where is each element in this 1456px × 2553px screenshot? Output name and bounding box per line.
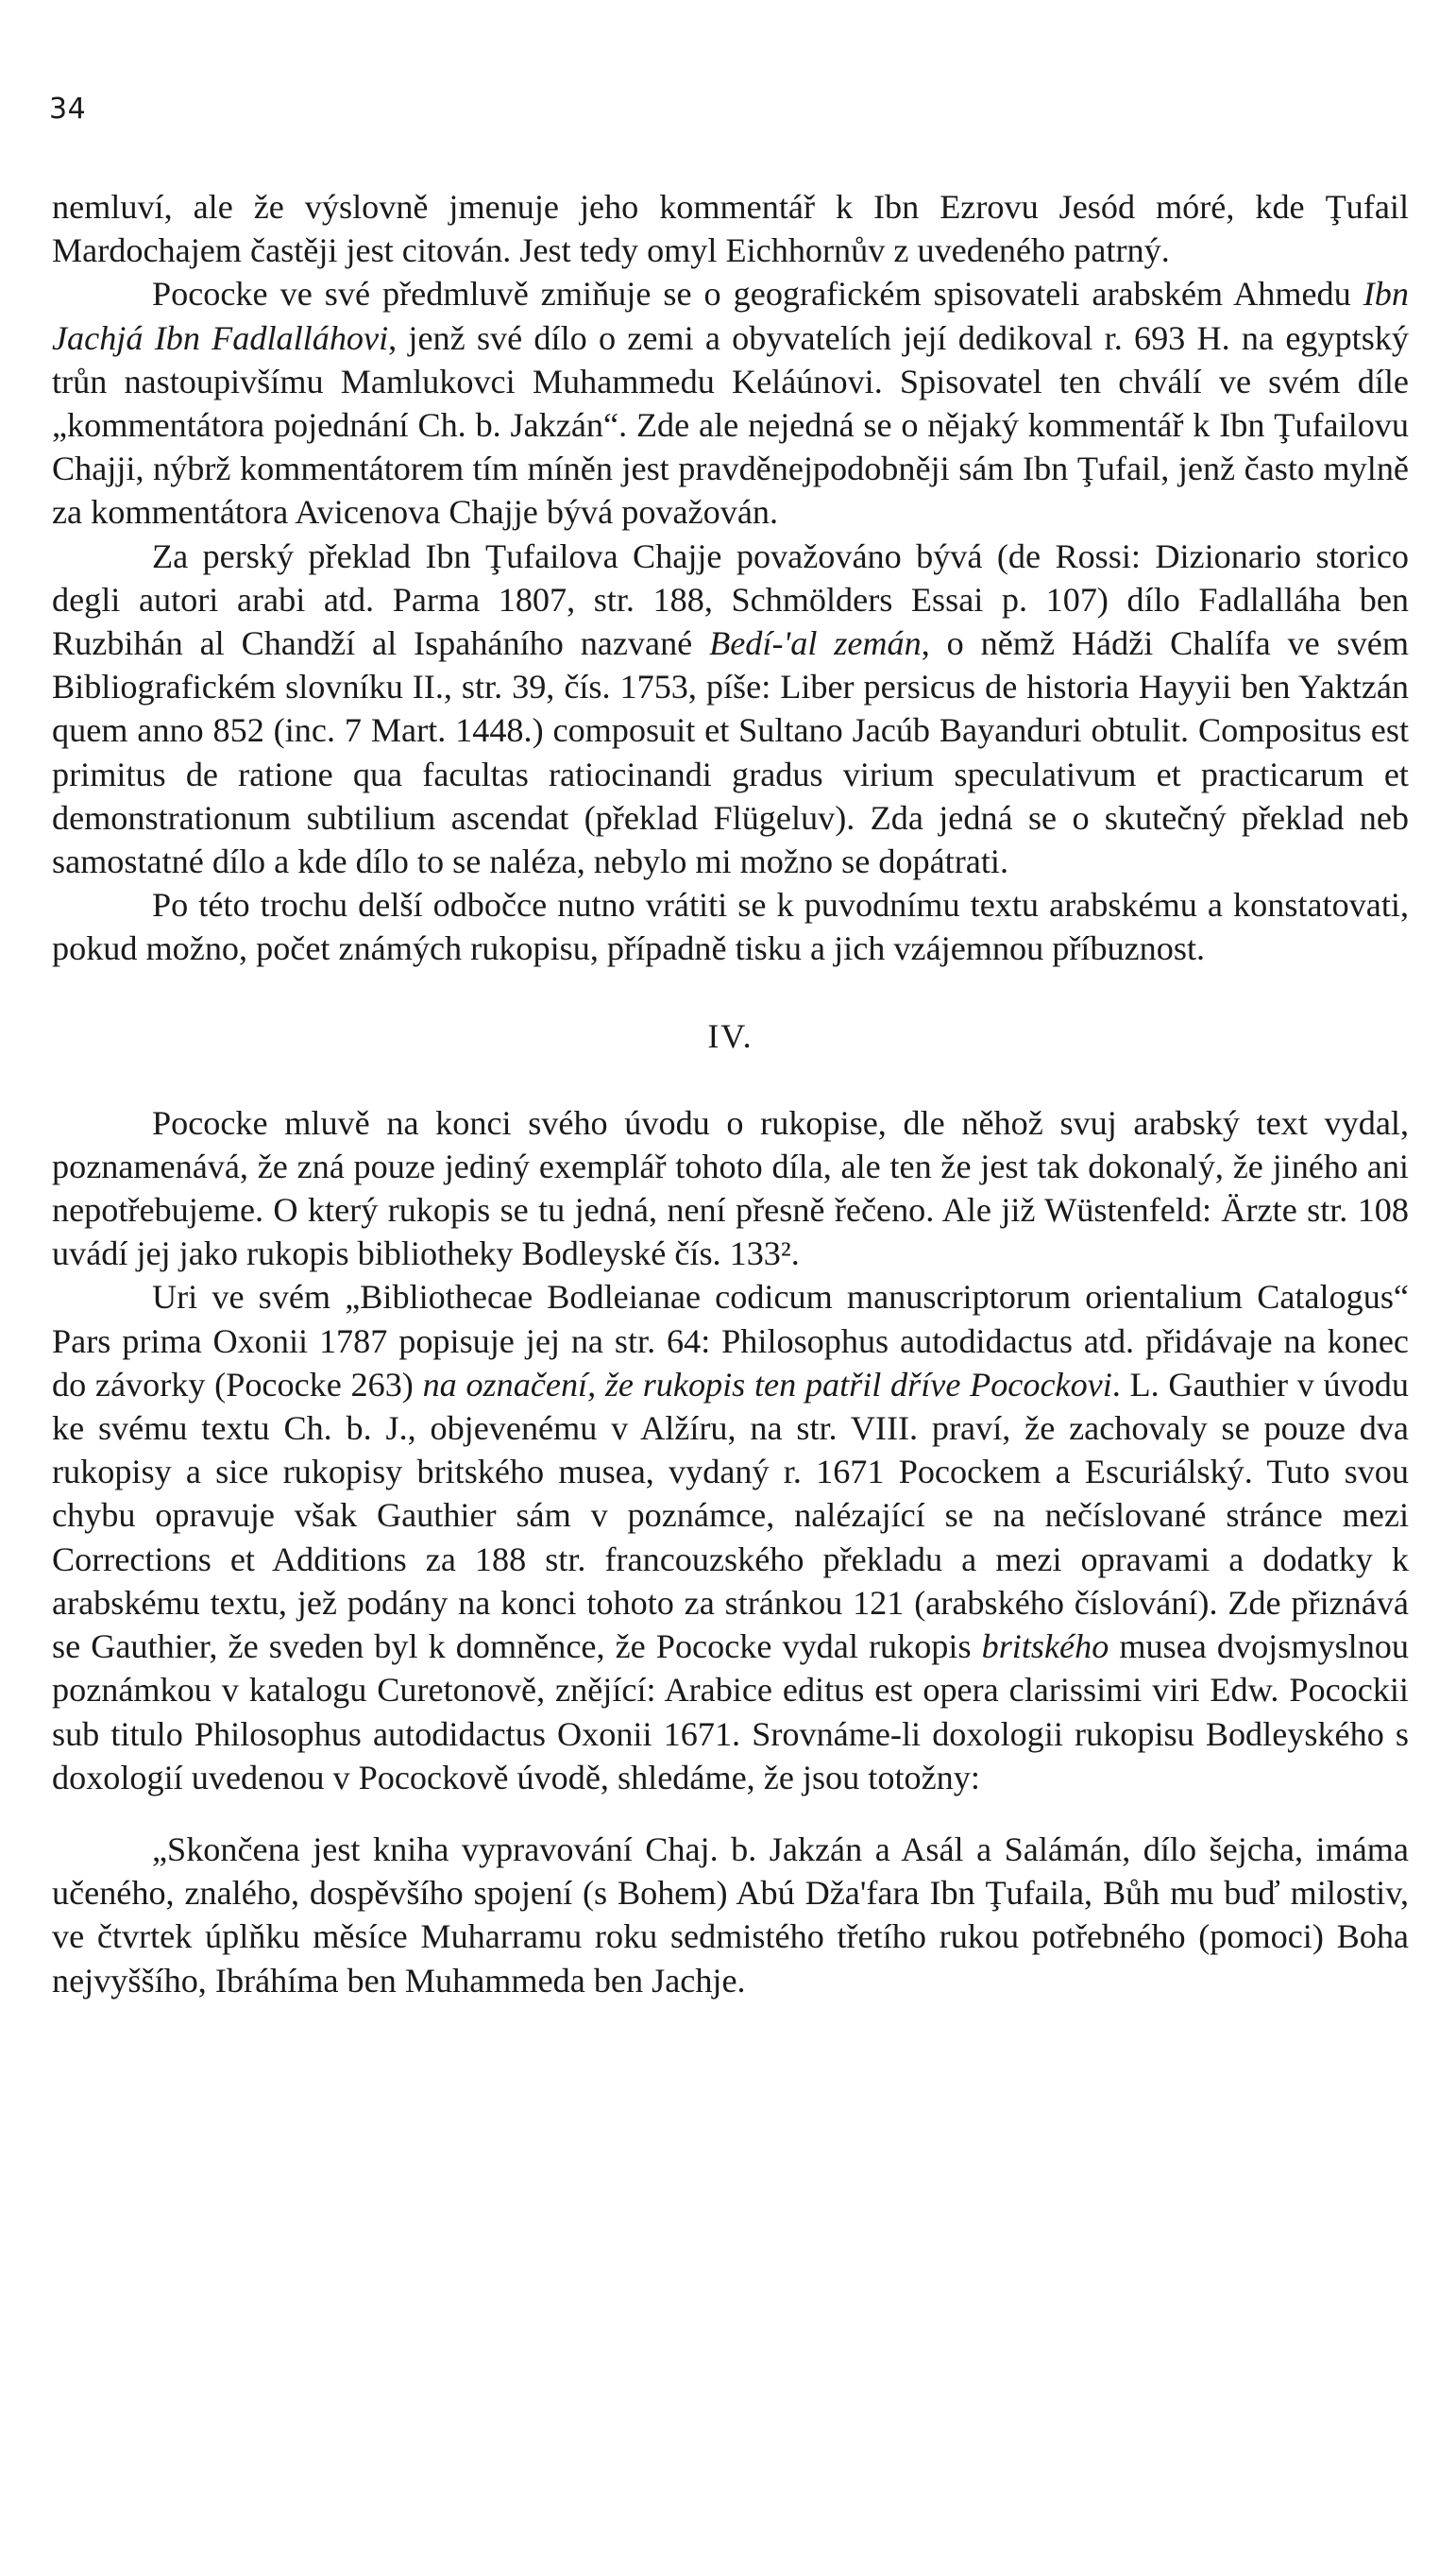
paragraph (52, 535, 1409, 884)
body-text (52, 185, 1409, 2002)
paragraph (52, 1275, 1409, 1798)
quoted-paragraph: „Skončena jest kniha vypravování Chaj. b. Jakzán a Asál a Salámán, dílo šejcha, imáma učeného, znalého, dospěvšího spojení (s Bohem) Abú Dža'fara Ibn Ţufaila, Bůh mu buď milostiv, ve čtvrtek úplňku měsíce Muharramu roku sedmistého třetího rukou potřebného (pomoci) Boha nejvyššího, Ibráhíma ben Muhammeda ben Jachje. (52, 1830, 1409, 2000)
text-run: , o němž Hádži Chalífa ve svém Bibliografickém slovníku II., str. 39, čís. 1753, píše: Liber persicus de historia Hayyii ben Yaktzán quem anno 852 (inc. 7 Mart. 1448.) composuit et Sultano Jacúb Bayanduri obtulit. Compositus est primitus de ratione qua facultas ratiocinandi gradus virium speculativum et practicarum et demonstrationum subtilium ascendat (překlad Flügeluv). Zda jedná se o skutečný překlad neb samostatné dílo a kde dílo to se naléza, nebylo mi možno se dopátrati. (52, 624, 1409, 881)
section-heading: IV. (707, 1016, 753, 1055)
paragraph: nemluví, ale že výslovně jmenuje jeho kommentář k Ibn Ezrovu Jesód móré, kde Ţufail Mardochajem častěji jest citován. Jest tedy omyl Eichhornův z uvedeného patrný. (52, 188, 1409, 270)
italic-text-run: na označení, že rukopis ten patřil dříve Pocockovi (422, 1365, 1112, 1404)
text-run: , jenž své dílo o zemi a obyvatelích její dedikoval r. 693 H. na egyptský trůn nastoupivšímu Mamlukovci Muhammedu Keláúnovi. Spisovatel ten chválí ve svém díle „kommentátora pojednání Ch. b. Jakzán“. Zde ale nejedná se o nějaký kommentář k Ibn Ţufailovu Chajji, nýbrž kommentátorem tím míněn jest pravděnejpodobněji sám Ibn Ţufail, jenž často mylně za kommentátora Avicenova Chajje bývá považován. (52, 318, 1409, 532)
paragraph (52, 272, 1409, 534)
text-run: . L. Gauthier v úvodu ke svému textu Ch. b. J., objevenému v Alžíru, na str. VIII. praví, že zachovaly se pouze dva rukopisy a sice rukopisy britského musea, vydaný r. 1671 Pocockem a Escuriálský. Tuto svou chybu opravuje však Gauthier sám v poznámce, nalézající se na nečíslované stránce mezi Corrections et Additions za 188 str. francouzského překladu a mezi opravami a dodatky k arabskému textu, jež podány na konci tohoto za stránkou 121 (arabského číslování). Zde přiznává se Gauthier, že sveden byl k domněnce, že Pococke vydal rukopis (52, 1365, 1409, 1666)
paragraph: Pococke mluvě na konci svého úvodu o rukopise, dle něhož svuj arabský text vydal, poznamenává, že zná pouze jediný exemplář tohoto díla, ale ten že jest tak dokonalý, že jiného ani nepotřebujeme. O který rukopis se tu jedná, není přesně řečeno. Ale již Wüstenfeld: Ärzte str. 108 uvádí jej jako rukopis bibliotheky Bodleyské čís. 133². (52, 1103, 1409, 1273)
text-run: musea dvojsmyslnou poznámkou v katalogu Curetonově, znějící: Arabice editus est opera clarissimi viri Edw. Pocockii sub titulo Philosophus autodidactus Oxonii 1671. Srovnáme-li doxologii rukopisu Bodleyského s doxologií uvedenou v Pocockově úvodě, shledáme, že jsou totožny: (52, 1627, 1409, 1796)
italic-text-run: Bedí-'al zemán (709, 624, 922, 663)
italic-text-run: Ibn Jachjá Ibn Fadlalláhovi (52, 275, 1409, 357)
text-run: Za perský překlad Ibn Ţufailova Chajje považováno bývá (de Rossi: Dizionario storico degli autori arabi atd. Parma 1807, str. 188, Schmölders Essai p. 107) dílo Fadlalláha ben Ruzbihán al Chandží al Ispaháního nazvané (52, 536, 1409, 663)
page-number: 34 (49, 93, 87, 126)
text-run: Pococke ve své předmluvě zmiňuje se o geografickém spisovateli arabském Ahmedu (152, 275, 1363, 314)
italic-text-run: britského (981, 1627, 1109, 1666)
paragraph: Po této trochu delší odbočce nutno vrátiti se k puvodnímu textu arabskému a konstatovati, pokud možno, počet známých rukopisu, případně tisku a jich vzájemnou příbuznost. (52, 886, 1409, 968)
text-run: Uri ve svém „Bibliothecae Bodleianae codicum manuscriptorum orientalium Catalogus“ Pars prima Oxonii 1787 popisuje jej na str. 64: Philosophus autodidactus atd. přidávaje na konec do závorky (Pococke 263) (52, 1278, 1409, 1404)
